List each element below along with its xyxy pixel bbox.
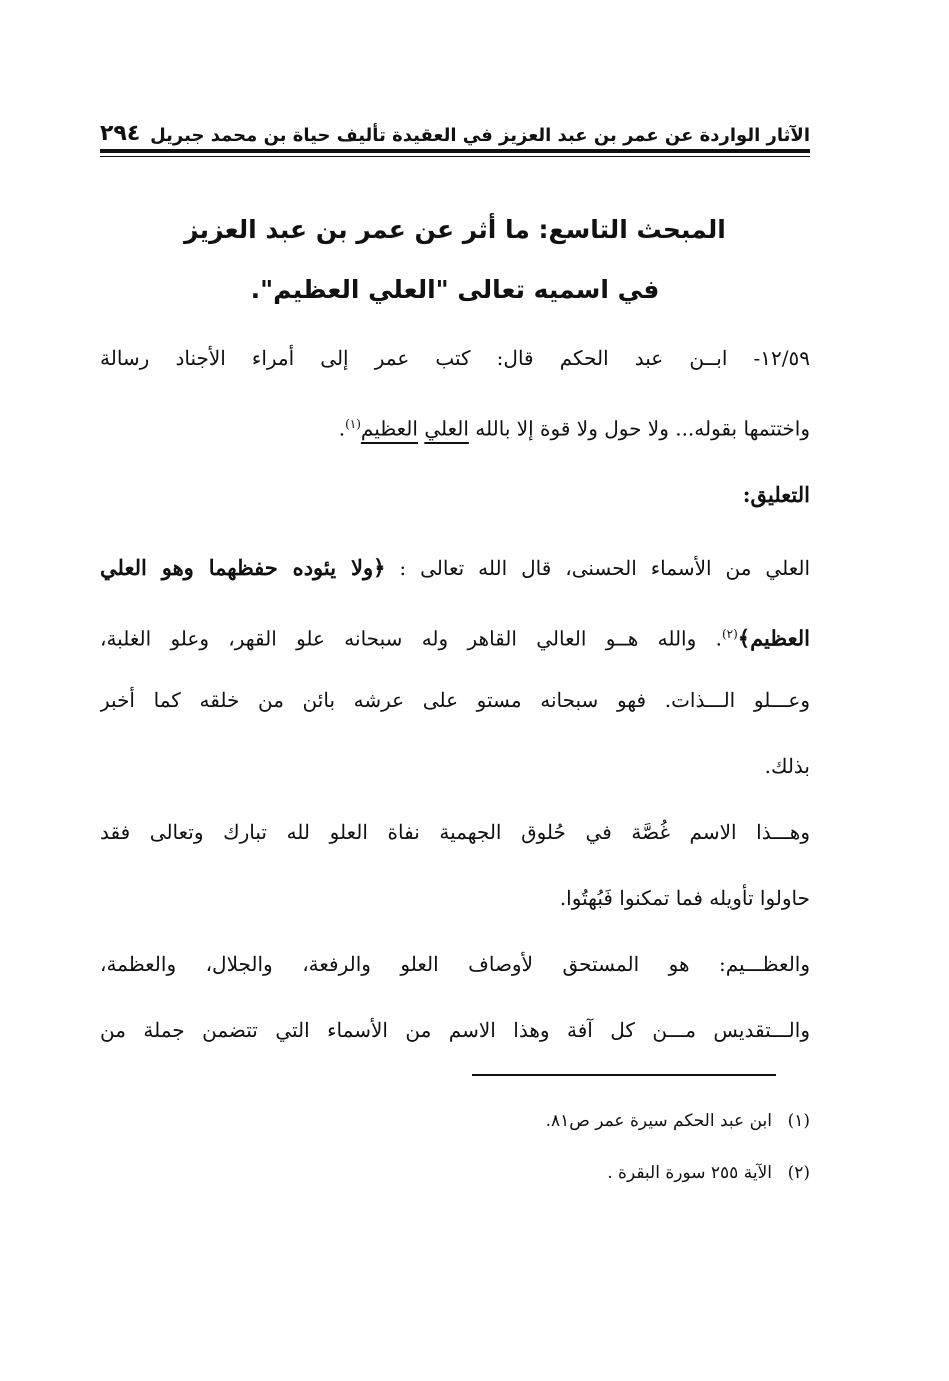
footnote-2 bbox=[100, 1147, 810, 1199]
footnote-ref-2: (٢) bbox=[721, 627, 738, 641]
athar-line-2 bbox=[100, 391, 810, 457]
commentary-line-8: والـــتقديس مـــن كل آفة وهذا الاسم من الأسماء التي تتضمن جملة من bbox=[100, 1018, 810, 1042]
athar-line-2-text: واختتمها بقوله... ولا حول ولا قوة إلا بالله bbox=[475, 416, 810, 441]
commentary-line-1-text: العلي من الأسماء الحسنى، قال الله تعالى : bbox=[399, 556, 810, 580]
footnote-2-text: الآية ٢٥٥ سورة البقرة . bbox=[607, 1163, 772, 1183]
athar-line-2-end: . bbox=[338, 416, 346, 441]
commentary-line-5: وهـــذا الاسم غُصَّة في حُلوق الجهمية نفاة العلو لله تبارك وتعالى فقد bbox=[100, 820, 810, 844]
header-rule-thin bbox=[100, 156, 810, 157]
heading-line-2: في اسميه تعالى "العلي العظيم". bbox=[250, 275, 660, 304]
commentary-line-6: حاولوا تأويله فما تمكنوا فَبُهتُوا. bbox=[559, 886, 810, 910]
footnote-1-text: ابن عبد الحكم سيرة عمر ص٨١. bbox=[545, 1111, 772, 1131]
commentary-line-1 bbox=[100, 535, 810, 601]
quran-verse-start: ﴿ولا يئوده حفظهما وهو العلي bbox=[100, 555, 386, 580]
page-number: ٢٩٤ bbox=[100, 121, 141, 146]
athar-line-1: ١٢/٥٩- ابــن عبد الحكم قال: كتب عمر إلى أمراء الأجناد رسالة bbox=[100, 346, 810, 370]
commentary-line-7: والعظـــيم: هو المستحق لأوصاف العلو والرفعة، والجلال، والعظمة، bbox=[100, 952, 810, 976]
commentary-line-3: وعـــلو الـــذات. فهو سبحانه مستو على عرشه بائن من خلقه كما أخبر bbox=[100, 688, 810, 712]
underlined-word-alazim: العظيم bbox=[360, 416, 418, 441]
footnotes bbox=[100, 1095, 810, 1199]
commentary-body bbox=[100, 535, 810, 1063]
underlined-word-alali: العلي bbox=[424, 416, 469, 441]
athar-paragraph bbox=[100, 325, 810, 457]
commentary-line-2 bbox=[100, 601, 810, 667]
commentary-line-4: بذلك. bbox=[764, 754, 810, 778]
footnote-separator bbox=[472, 1074, 776, 1076]
commentary-line-2-text: . والله هــو العالي القاهر وله سبحانه علو القهر، وعلو الغلبة، bbox=[100, 626, 722, 651]
commentary-label: التعليق: bbox=[742, 482, 810, 507]
footnote-1 bbox=[100, 1095, 810, 1147]
quran-verse-end: العظيم﴾ bbox=[737, 625, 810, 651]
heading-line-1: المبحث التاسع: ما أثر عن عمر بن عبد العزيز bbox=[184, 215, 726, 244]
section-heading bbox=[100, 200, 810, 320]
footnote-ref-1: (١) bbox=[345, 417, 361, 431]
header-title: الآثار الواردة عن عمر بن عبد العزيز في العقيدة تأليف حياة بن محمد جبريل bbox=[150, 125, 810, 146]
running-header bbox=[100, 110, 810, 146]
header-rule-thick bbox=[100, 149, 810, 153]
footnote-1-number: (١) bbox=[787, 1111, 810, 1131]
footnote-2-number: (٢) bbox=[787, 1163, 810, 1183]
